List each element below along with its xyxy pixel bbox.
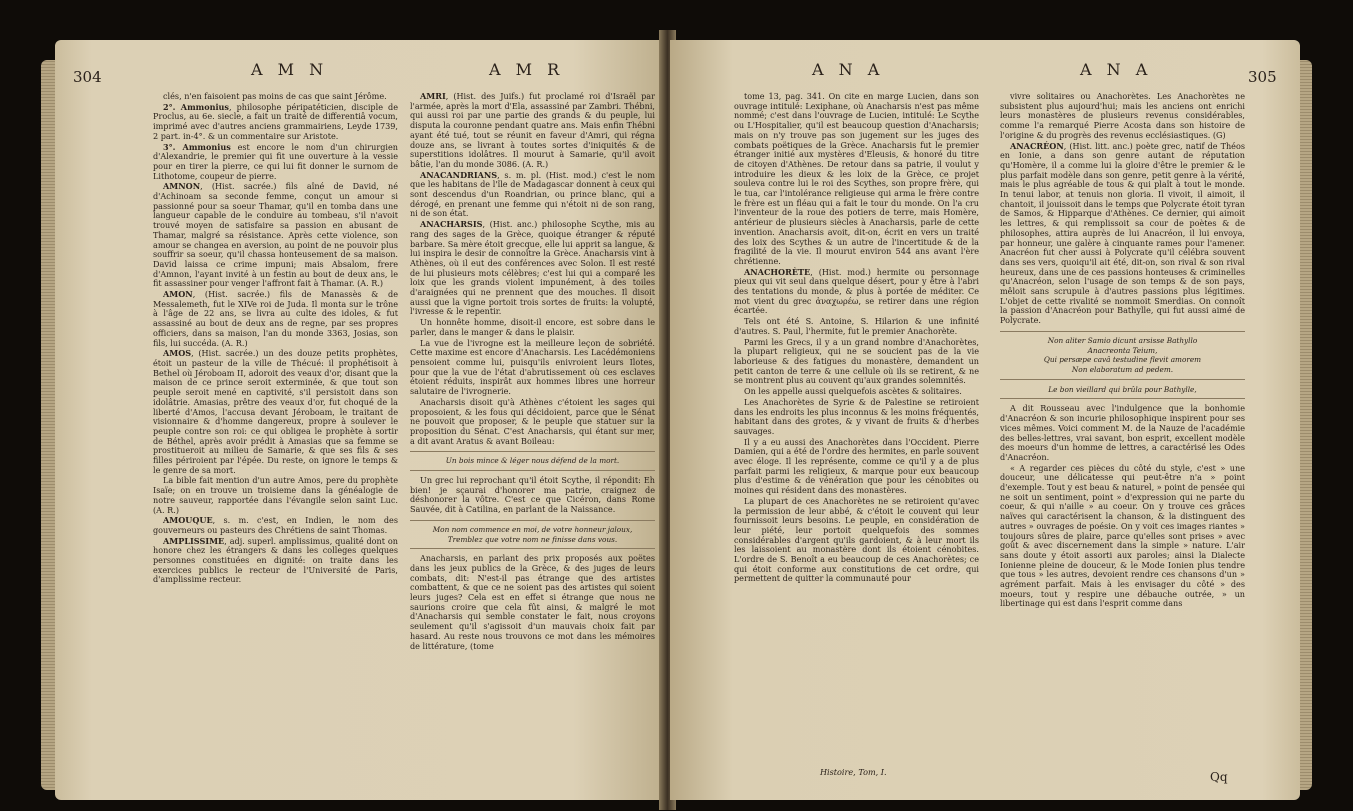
entry-headword: AMOS <box>163 348 192 359</box>
paragraph-text: La bible fait mention d'un autre Amos, pere du prophète Isaïe; on en trouve un troisieme dans la généalogie de notre sauveur, rapportée dans l'évangile selon saint Luc. (A. R.) <box>153 475 398 515</box>
right-page <box>670 40 1300 800</box>
paragraph <box>734 387 979 397</box>
paragraph-text: Les Anachorètes de Syrie & de Palestine se retiroient dans les endroits les plus inconnus & les moins fréquentés, habitant dans des grotes, & y vivant de fruits & d'herbes sauvages. <box>734 396 979 436</box>
verse-line: Non aliter Samio dicunt arsisse Bathyllo <box>1047 335 1198 345</box>
paragraph <box>153 290 398 348</box>
paragraph <box>734 268 979 317</box>
verse-line: Un bois mince & léger nous défend de la mort. <box>445 456 620 466</box>
verse-line: Tremblez que votre nom ne finisse dans vous. <box>447 534 618 544</box>
paragraph-text: , (Hist. des Juifs.) fut proclamé roi d'Israël par l'armée, après la mort d'Ela, assassiné par Zambri. Thébni, qui aussi roi par une partie des grands & du peuple, lui disputa la couronne pendant quatre ans. Mais enfin Thébni ayant été tué, tout se réunit en faveur d'Amri, qui régna douze ans, se livrant à toutes sortes d'iniquités & de superstitions idolâtres. Il mourut à Samarie, qu'il avoit bâtie, l'an du monde 3086. (A. R.) <box>410 92 655 169</box>
entry-headword: AMNON <box>163 181 201 192</box>
paragraph <box>734 92 979 267</box>
paragraph-text: Tels ont été S. Antoine, S. Hilarion & une infinité d'autres. S. Paul, l'hermite, fut le premier Anachorète. <box>734 316 979 336</box>
entry-headword: ANACHORÈTE <box>744 266 811 277</box>
paragraph-text: , (Hist. mod.) hermite ou personnage pieux qui vit seul dans quelque désert, pour y être à l'abri des tentations du monde, & plus à portée de méditer. Ce mot vient du grec ἀναχωρέω, se retirer dans une région écartée. <box>734 266 979 316</box>
paragraph <box>153 537 398 586</box>
verse-line: Anacreonta Teium, <box>1087 345 1158 355</box>
paragraph <box>1000 142 1245 326</box>
running-head: A N A <box>1080 60 1153 79</box>
verse-line: Le bon vieillard qui brûla pour Bathylle, <box>1048 384 1197 394</box>
entry-headword: ANACHARSIS <box>420 219 483 230</box>
running-head: A N A <box>812 60 885 79</box>
paragraph-text: Un honnête homme, disoit-il encore, est sobre dans le parler, dans le manger & dans le plaisir. <box>410 317 655 337</box>
paragraph-text: Il y a eu aussi des Anachorètes dans l'Occident. Pierre Damien, qui a été de l'ordre des hermites, en parle souvent avec éloge. Il les représente, comme ce qu'il y a de plus parfait parmi les religieux, & marque pour eux beaucoup plus d'estime & de vénération que pour les cénobites ou moines qui résident dans des monastères. <box>734 436 979 496</box>
paragraph-text: , (Hist. sacrée.) un des douze petits prophètes, étoit un pasteur de la ville de Thécué: il prophétisoit à Bethel où Jéroboam II, adoroit des veaux d'or, disant que la maison de ce prince seroit exterminée, & que tout son peuple seroit mené en captivité, s'il persistoit dans son idolâtrie. Amasias, prêtre des veaux d'or, fut choqué de la liberté d'Amos, l'accusa devant Jéroboam, le traitant de visionnaire & d'homme dangereux, propre à soulever le peuple contre son roi: ce qui obligea le prophète à sortir de Béthel, après avoir prédit à Amasias que sa femme se prostitueroit au milieu de Samarie, & que ses fils & ses filles périroient par l'épée. Du reste, on ignore le temps & le genre de sa mort. <box>153 348 398 475</box>
paragraph-text: tome 13, pag. 341. On cite en marge Lucien, dans son ouvrage intitulé: Lexiphane, où Anacharsis n'est pas même nommé; c'est dans l'ouvrage de Lucien, intitulé: Le Scythe ou L'Hospitalier, qu'il est beaucoup question d'Anacharsis; mais on n'y trouve pas son jugement sur les juges des combats poëtiques de la Grèce. Anacharsis fut le premier étranger initié aux mystères d'Eleusis, & honoré du titre de citoyen d'Athènes. De retour dans sa patrie, il voulut y introduire les dieux & les loix de la Grèce, ce projet souleva contre lui le roi des Scythes, son propre frère, qui le tua, car l'intolérance religieuse qui arma le frère contre le frère est un fléau qui a fait le tour du monde. On l'a cru l'inventeur de la roue des potiers de terre, mais Homère, antérieur de plusieurs siècles à Anacharsis, parle de cette invention. Anacharsis avoit, dit-on, écrit en vers un traité des loix des Scythes & un autre de l'incertitude & de la fragilité de la vie. Il mourut environ 544 ans avant l'ère chrétienne. <box>734 92 979 266</box>
paragraph-text: Anacharsis disoit qu'à Athènes c'étoient les sages qui proposoient, & les fous qui décidoient, parce que le Sénat ne pouvoit que proposer, & le peuple que statuer sur la proposition du Sénat. C'est Anacharsis, qui étant sur mer, a dit avant Aratus & avant Boileau: <box>410 396 655 446</box>
paragraph <box>410 554 655 651</box>
paragraph <box>153 143 398 182</box>
paragraph <box>410 398 655 447</box>
paragraph <box>410 318 655 337</box>
paragraph <box>153 103 398 142</box>
verse-line: Non elaboratum ad pedem. <box>1071 364 1174 374</box>
left-column-1 <box>153 92 398 586</box>
entry-headword: 3°. Ammonius <box>163 141 231 152</box>
paragraph-text: , (Hist. anc.) philosophe Scythe, mis au rang des sages de la Grèce, quoique étranger & réputé barbare. Sa mère étoit grecque, elle lui apprit sa langue, & lui inspira le desir de connoître la Grèce. Anacharsis vint à Athènes, où il eut des conférences avec Solon. Il est resté de lui plusieurs mots célèbres; c'est lui qui a comparé les loix que les grands violent impunément, à des toiles d'araignées qui ne prennent que des mouches. Il disoit aussi que la vigne portoit trois sortes de fruits: la volupté, l'ivresse & le repentir. <box>410 219 655 317</box>
paragraph-text: « A regarder ces pièces du côté du style, c'est » une douceur, une délicatesse qui peut-être n'a » point d'exemple. Tout y est beau & naturel, » point de pensée qui ne soit un sentiment, point » d'expression qui ne parte du coeur, & qui n'aille » au coeur. On y trouve ces grâces naïves qui caractérisent la chanson, & la distinguent des autres » ouvrages de poésie. On y voit ces images riantes » toujours sûres de plaire, parce qu'elles sont prises » avec goût & avec discernement dans la simple » nature. L'air sans doute y étoit assorti aux paroles; ainsi la Dialecte Ionienne pleine de douceur, & le Mode Ionien plus tendre que tous » les autres, devoient rendre ces chansons d'un » agrément parfait. Mais à les envisager du côté » des moeurs, tout y respire une débauche outrée, » un libertinage qui est dans l'esprit comme dans <box>1000 462 1245 609</box>
paragraph <box>734 338 979 387</box>
running-head: A M R <box>489 60 565 79</box>
entry-headword: AMRI <box>420 92 446 101</box>
verse-line: Qui persæpe cavâ testudine flevit amorem <box>1043 355 1202 365</box>
paragraph-text: , s. m. pl. (Hist. mod.) c'est le nom que les habitans de l'île de Madagascar donnent à ceux qui sont descendus d'un Roandrian, ou prince blanc, qui a dérogé, en prenant une femme qui n'étoit ni de son rang, ni de son état. <box>410 169 655 219</box>
paragraph <box>410 339 655 397</box>
left-column-2 <box>410 92 655 652</box>
paragraph-text: Anacharsis, en parlant des prix proposés aux poëtes dans les jeux publics de la Grèce, & des juges de leurs combats, dit: N'est-il pas étrange que des artistes combattent, & que ce ne soient pas des artistes qui soient leurs juges? Cela est en effet si étrange que nous ne saurions croire que cela fût ainsi, & malgré le mot d'Anacharsis qui semble constater le fait, nous croyons seulement qu'il s'agissoit d'un mauvais choix fait par hasard. Au reste nous trouvons ce mot dans les mémoires de littérature, (tome <box>410 553 655 651</box>
right-page-edges <box>1298 60 1312 790</box>
entry-headword: 2°. Ammonius <box>163 101 229 112</box>
paragraph <box>734 497 979 584</box>
verse-block <box>410 520 655 549</box>
paragraph <box>410 171 655 220</box>
paragraph <box>1000 464 1245 610</box>
paragraph-text: Un grec lui reprochant qu'il étoit Scythe, il répondit: Eh bien! je sçaurai d'honorer ma patrie, craignez de déshonorer la vôtre. C'est ce que Cicéron, dans Rome Sauvée, dit à Catilina, en parlant de la Naissance. <box>410 475 655 515</box>
paragraph <box>153 349 398 475</box>
paragraph <box>734 317 979 336</box>
paragraph <box>153 516 398 535</box>
paragraph-text: La vue de l'ivrogne est la meilleure leçon de sobriété. Cette maxime est encore d'Anacharsis. Les Lacédémoniens pensoient comme lui, puisqu'ils enivroient leurs Ilotes, pour que la vue de l'état d'abrutissement où ces esclaves étoient réduits, inspirât aux hommes libres une horreur salutaire de l'ivrognerie. <box>410 337 655 397</box>
entry-headword: AMPLISSIME <box>163 535 225 546</box>
paragraph <box>153 92 398 102</box>
page-number: 305 <box>1248 68 1277 86</box>
paragraph-text: , philosophe péripatéticien, disciple de Proclus, au 6e. siecle, a fait un traité de differentiâ vocum, imprimé avec d'autres anciens grammairiens, Leyde 1739, 2 part. in-4°. & un commentaire sur Aristote. <box>153 101 398 141</box>
paragraph <box>410 476 655 515</box>
paragraph <box>1000 92 1245 141</box>
footer-title: Histoire, Tom, I. <box>820 767 887 777</box>
right-column-2 <box>1000 92 1245 782</box>
paragraph-text: Parmi les Grecs, il y a un grand nombre d'Anachorètes, la plupart religieux, qui ne se soucient pas de la vie laborieuse & des fatigues du monastère, demandent un petit canton de terre & une cellule où ils se retirent, & ne se montrent plus au couvent qu'aux grandes solemnités. <box>734 336 979 386</box>
paragraph <box>410 220 655 317</box>
verse-line: Mon nom commence en moi, de votre honneur jaloux, <box>432 524 633 534</box>
paragraph <box>1000 404 1245 462</box>
paragraph-text: A dit Rousseau avec l'indulgence que la bonhomie d'Anacréon & son incurie philosophique inspirent pour ses vices mêmes. Voici comment M. de la Nauze de l'académie des belles-lettres, vrai savant, bon esprit, excellent modèle des moeurs d'un homme de lettres, a caractérisé les Odes d'Anacréon. <box>1000 403 1245 462</box>
right-column-1 <box>734 92 979 764</box>
left-page <box>55 40 665 800</box>
signature-mark: Qq <box>1210 770 1228 784</box>
paragraph <box>734 438 979 496</box>
open-book <box>55 0 1300 811</box>
paragraph <box>734 398 979 437</box>
paragraph <box>410 92 655 170</box>
verse-translation <box>1000 385 1245 400</box>
entry-headword: ANACRÉON <box>1010 140 1064 151</box>
paragraph-text: On les appelle aussi quelquefois ascètes & solitaires. <box>744 386 962 397</box>
paragraph-text: clés, n'en faisoient pas moins de cas que saint Jérôme. <box>163 92 387 101</box>
paragraph-text: La plupart de ces Anachorètes ne se retiroient qu'avec la permission de leur abbé, & c'étoit le couvent qui leur fournissoit leurs besoins. Le peuple, en considération de leur piété, leur portoit quelquefois des sommes considérables d'argent qu'ils gardoient, & à leur mort ils les laissoient au monastère dont ils étoient cénobites. L'ordre de S. Benoît a eu beaucoup de ces Anachorètes; ce qui étoit conforme aux constitutions de cet ordre, qui permettent de quitter la communauté pour <box>734 495 979 584</box>
verse-block <box>1000 331 1245 380</box>
entry-headword: AMOUQUE <box>163 515 213 526</box>
entry-headword: ANACANDRIANS <box>420 169 498 180</box>
paragraph-text: , (Hist. sacrée.) fils aîné de David, né d'Achinoam sa seconde femme, conçut un amour si passionné pour sa soeur Thamar, qu'il en tomba dans une langueur capable de le conduire au tombeau, s'il n'avoit trouvé moyen de satisfaire sa passion en abusant de Thamar, malgré sa résistance. Après cette violence, son amour se changea en aversion, au point de ne pouvoir plus souffrir sa soeur, qu'il chassa honteusement de sa maison. David laissa ce crime impuni; mais Absalom, frere d'Amnon, l'ayant invité à un festin au bout de deux ans, le fit assassiner pour venger l'affront fait à Thamar. (A. R.) <box>153 181 398 289</box>
page-number: 304 <box>73 68 102 86</box>
paragraph-text: , adj. superl. amplissimus, qualité dont on honore chez les étrangers & dans les colleges quelques personnes constituées en dignité: on traite dans les exercices publics le recteur de l'Université de Paris, d'amplissime recteur. <box>153 535 398 585</box>
paragraph <box>153 182 398 289</box>
running-head: A M N <box>251 60 329 79</box>
paragraph-text: , (Hist. litt. anc.) poète grec, natif de Théos en Ionie, a dans son genre autant de réputation qu'Homère, il a comme lui la gloire d'être le premier & le plus parfait modèle dans son genre, petit genre à la vérité, mais le plus agréable de tous & qui plaît à tout le monde. In tenui labor, at tenuis non gloria. Il vivoit, il aimoit, il chantoit, il jouissoit dans le temps que Polycrate étoit tyran de Samos, & Hipparque d'Athènes. Ce dernier, qui aimoit les lettres, & qui remplissoit sa cour de poètes & de philosophes, attira auprès de lui Anacréon, il lui envoya, par honneur, une galère à cinquante rames pour l'amener. Anacréon fut cher aussi à Polycrate qu'il célébra souvent dans ses vers, quoiqu'il ait été, dit-on, son rival & son rival heureux, dans une de ces passions honteuses & criminelles qu'Anacréon, selon l'usage de son temps & de son pays, mêloit sans scrupule à d'autres passions plus légitimes. L'objet de cette rivalité se nommoit Smerdias. On connoît la passion d'Anacréon pour Bathylle, qui fut aussi aimé de Polycrate. <box>1000 140 1245 326</box>
entry-headword: AMON <box>163 289 193 300</box>
paragraph-text: vivre solitaires ou Anachorètes. Les Anachorètes ne subsistent plus aujourd'hui; mais les anciens ont enrichi leurs monastères de plusieurs revenus considérables, comme l'a remarqué Pierre Acosta dans son histoire de l'origine & du progrès des revenus ecclésiastiques. (G) <box>1000 92 1245 140</box>
paragraph <box>153 476 398 515</box>
paragraph-text: , (Hist. sacrée.) fils de Manassès & de Messalemeth, fut le XIVe roi de Juda. Il monta sur le trône à l'âge de 22 ans, se livra au culte des idoles, & fut assassiné au bout de deux ans de regne, par ses propres officiers, dans sa maison, l'an du monde 3363, Josias, son fils, lui succéda. (A. R.) <box>153 289 398 348</box>
verse-block <box>410 451 655 471</box>
paragraph-text: est encore le nom d'un chirurgien d'Alexandrie, le premier qui fit une ouverture à la vessie pour en tirer la pierre, ce qui lui fit donner le surnom de Lithotome, coupeur de pierre. <box>153 141 398 181</box>
paragraph-text: , s. m. c'est, en Indien, le nom des gouverneurs ou pasteurs des Chrétiens de saint Thomas. <box>153 515 398 535</box>
